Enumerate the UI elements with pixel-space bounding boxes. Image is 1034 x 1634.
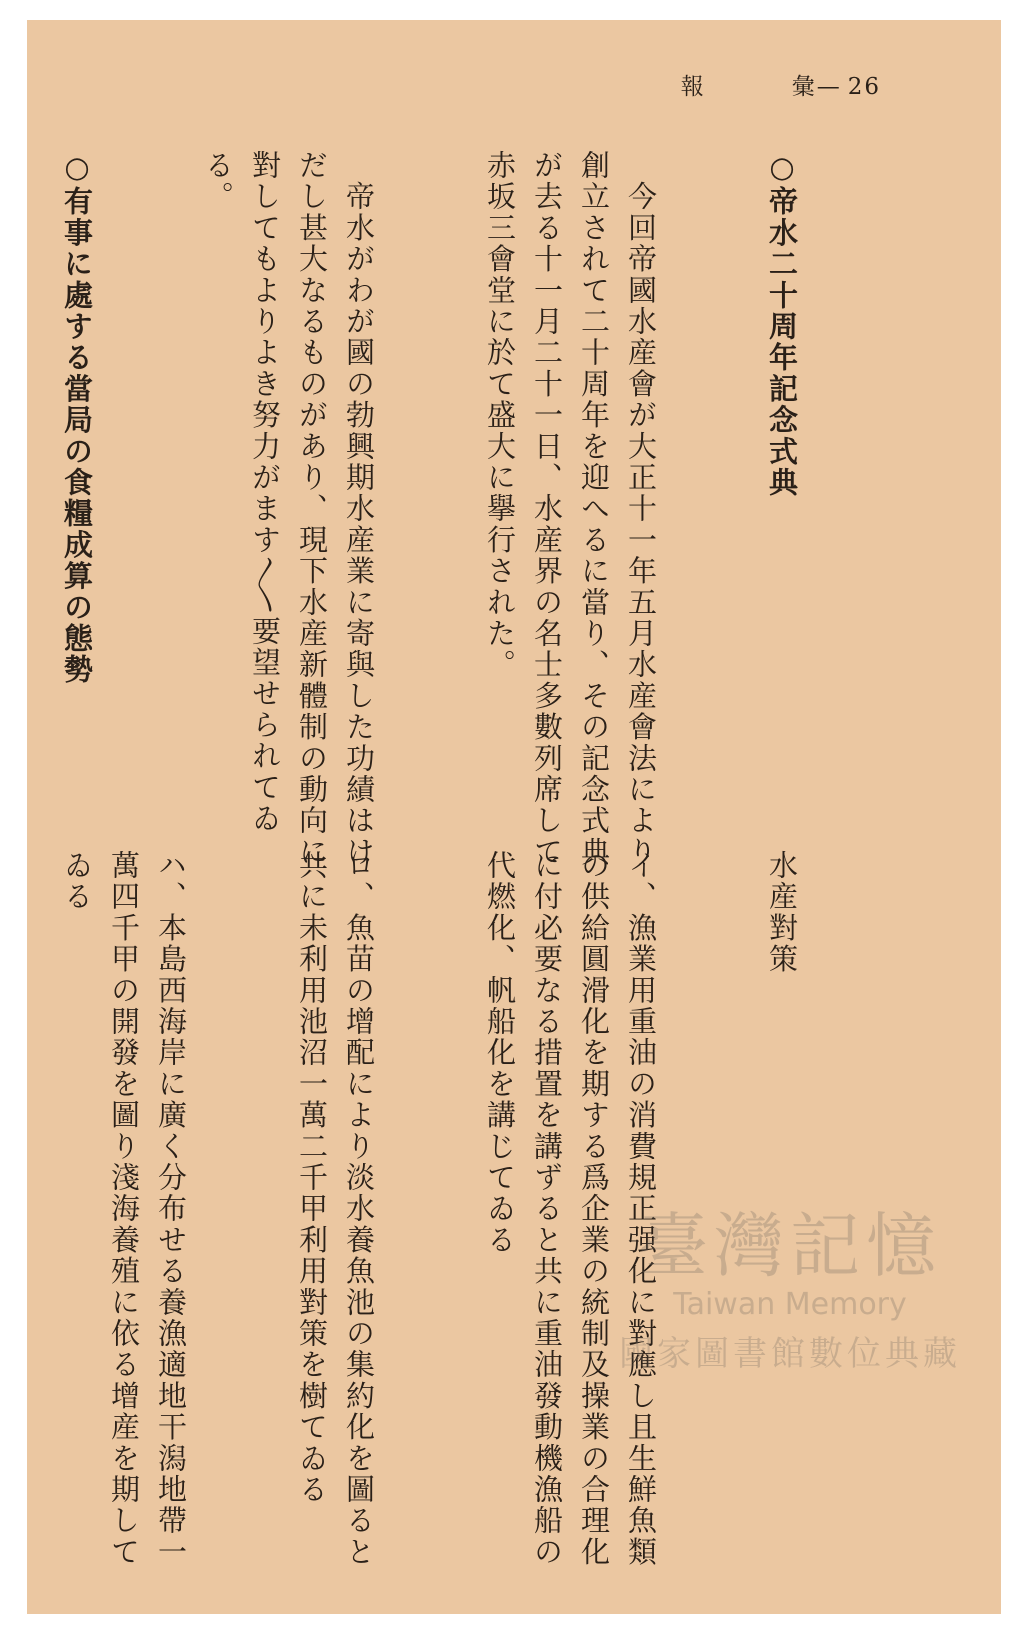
document-page [27,20,1001,1614]
watermark-subtitle: 國家圖書館數位典藏 [619,1334,961,1374]
upper-text-block [27,150,899,870]
header-left-char: 報 [680,74,706,100]
section-heading: 水産對策 [765,850,799,975]
header-right-char: 彙 [791,74,817,100]
page-header: 報 彙— 26 [680,74,881,100]
page-number: 26 [847,74,881,100]
watermark-english: Taiwan Memory [673,1287,907,1322]
article-paragraph: 今回帝國水産會が大正十一年五月水産會法により創立されて二十周年を迎へるに當り、その記念式典が去る十一月二十一日、水産界の名士多數列席して赤坂三會堂に於て盛大に擧行された。 [483,150,658,868]
list-item: イ、漁業用重油の消費規正强化に對應し且生鮮魚類の供給圓滑化を期する爲企業の統制及操業の合理化に付必要なる措置を講ずると共に重油發動機漁船の代燃化、帆船化を講じてゐる [483,850,658,1568]
list-item: ハ、本島西海岸に廣く分布せる養漁適地干潟地帶一萬四千甲の開發を圖り淺海養殖に依る增産を期してゐる [60,850,188,1568]
list-item: ロ、魚苗の增配により淡水養魚池の集約化を圖ると共に未利用池沼一萬二千甲利用對策を樹てゐる [295,850,376,1568]
article-paragraph: 帝水がわが國の勃興期水産業に寄與した功績はけだし甚大なるものがあり、現下水産新體制の動向に對してもよりよき努力がます〳〵要望せられてゐる。 [201,150,376,868]
article-title-food-policy: ○有事に處する當局の食糧成算の態勢 [60,150,94,686]
article-title-imperial-fisheries-anniversary: ○帝水二十周年記念式典 [765,150,799,499]
watermark-title: 臺灣記憶 [638,1205,942,1287]
lower-text-block [27,850,899,1570]
